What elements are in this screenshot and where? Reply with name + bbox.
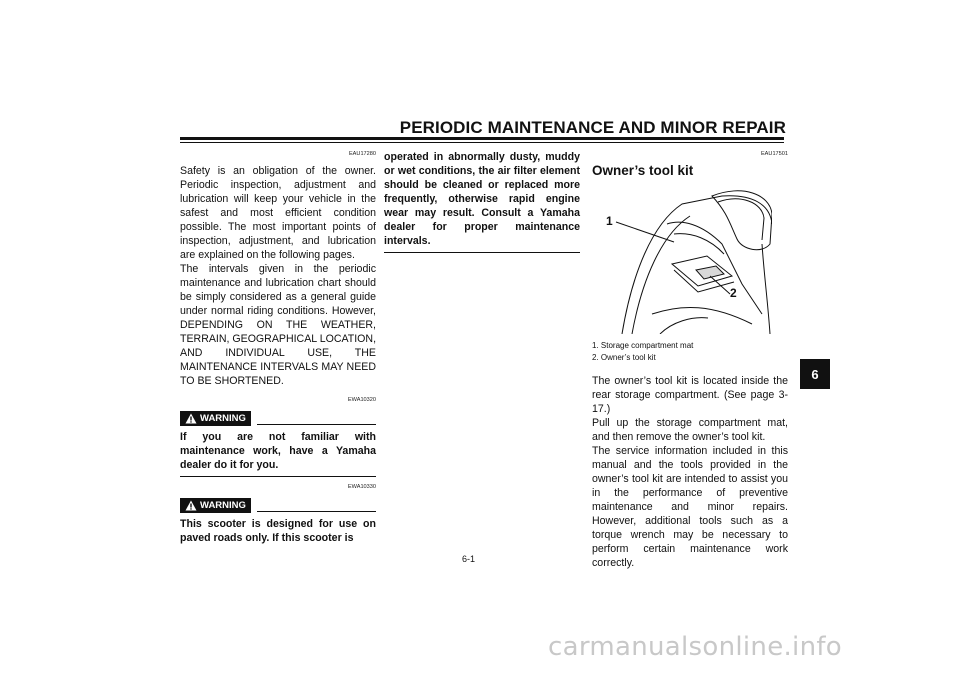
intro-paragraph: Safety is an obligation of the owner. Periodic inspection, adjustment and lubrication will keep your vehicle in the safest and most efficient condition possible. The most important points of inspection, adjustment, and lubrication are explained on the following pages. — [180, 165, 376, 261]
header-rule-thick — [180, 137, 784, 140]
warning-2-end-rule — [384, 252, 580, 253]
figure-callout-2: 2 — [730, 286, 737, 300]
caption-item-2: 2. Owner’s tool kit — [592, 353, 656, 362]
warning-2-rule — [257, 511, 376, 512]
tool-kit-section-code: EAU17501 — [760, 151, 788, 157]
page-title: PERIODIC MAINTENANCE AND MINOR REPAIR — [399, 118, 786, 137]
warning-1-end-rule — [180, 476, 376, 477]
page-number: 6-1 — [462, 554, 476, 564]
intervals-paragraph: The intervals given in the periodic maintenance and lubrication chart should be simply considered as a general guide under normal riding conditions. However, DEPENDING ON THE WEATHER, TERRAIN, GEOGRAPHICAL LOCATION, AND INDIVIDUAL USE, THE MAINTENANCE INTERVALS MAY NEED TO BE SHORTENED. — [180, 263, 377, 387]
column-2 — [384, 150, 580, 253]
warning-1-text: If you are not familiar with maintenance work, have a Yamaha dealer do it for you. — [180, 431, 376, 471]
header-rule-thin — [180, 142, 784, 143]
tool-kit-location-paragraph: The owner’s tool kit is located inside the rear storage compartment. (See page 3-17.) — [592, 375, 788, 415]
warning-triangle-icon — [185, 413, 197, 424]
warning-1-label: WARNING — [200, 412, 246, 424]
tool-kit-removal-paragraph: Pull up the storage compartment mat, and then remove the owner’s tool kit. — [592, 417, 788, 443]
caption-item-1: 1. Storage compartment mat — [592, 341, 694, 350]
warning-1-badge — [180, 411, 251, 426]
warning-triangle-icon — [185, 500, 197, 511]
figure-caption — [592, 340, 788, 364]
tool-kit-figure — [606, 184, 772, 334]
warning-1-code: EWA10320 — [347, 397, 376, 403]
warning-2-label: WARNING — [200, 499, 246, 511]
warning-2-code: EWA10330 — [347, 484, 376, 490]
storage-compartment-illustration — [612, 184, 772, 334]
watermark: carmanualsonline.info — [548, 632, 843, 662]
section-code: EAU17280 — [348, 151, 376, 157]
tool-kit-info-paragraph: The service information included in this manual and the tools provided in the owner’s tool kit are intended to assist you in the performance of preventive maintenance and minor repairs. However, additional tools such as a torque wrench may be necessary to perform certain maintenance work correctly. — [592, 445, 788, 569]
warning-2-header — [180, 493, 376, 513]
warning-2-badge — [180, 498, 251, 513]
warning-2-continued-text: operated in abnormally dusty, muddy or wet conditions, the air filter element should be cleaned or replaced more frequently, otherwise rapid engine wear may result. Consult a Yamaha dealer for proper maintenance intervals. — [384, 151, 580, 247]
warning-1-rule — [257, 424, 376, 425]
warning-1-header — [180, 406, 376, 426]
column-1 — [180, 150, 376, 545]
figure-callout-1: 1 — [606, 214, 613, 228]
column-3 — [592, 150, 788, 570]
warning-2-text: This scooter is designed for use on paved roads only. If this scooter is — [180, 518, 376, 544]
chapter-tab-marker: 6 — [800, 359, 830, 389]
tool-kit-heading: Owner’s tool kit — [592, 163, 694, 178]
